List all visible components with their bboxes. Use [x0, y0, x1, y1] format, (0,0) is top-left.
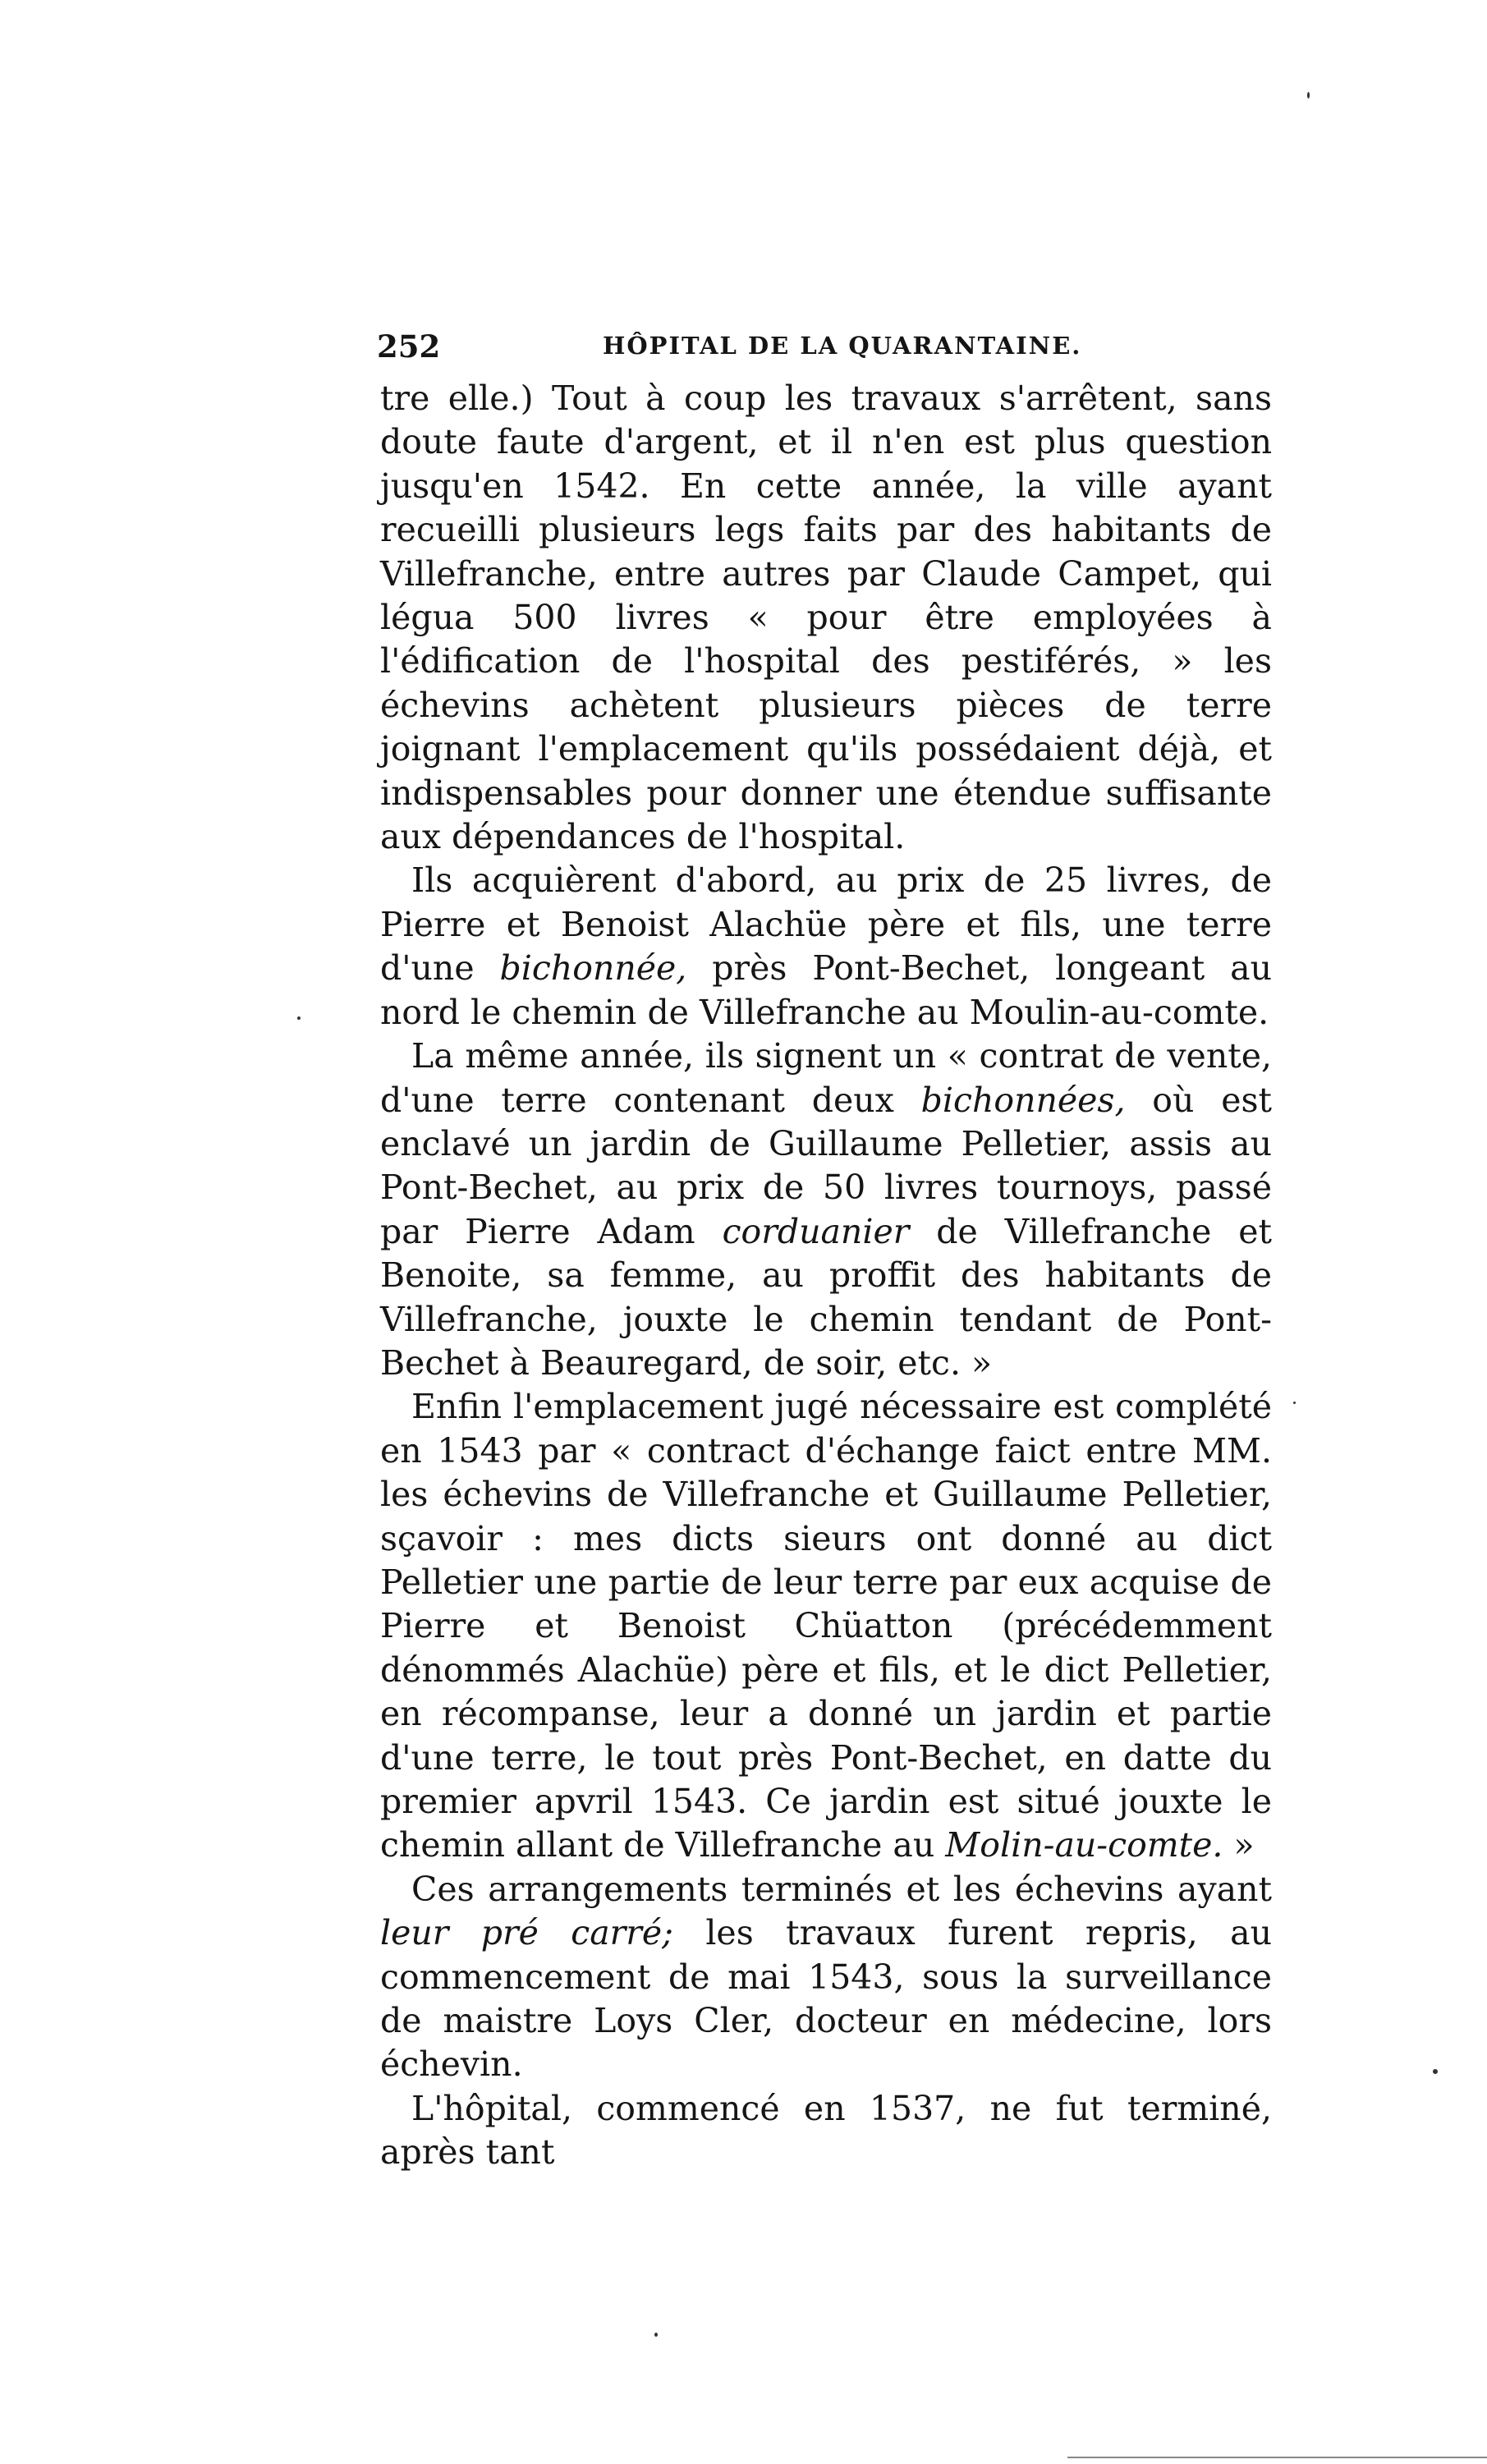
page-number: 252 — [377, 328, 441, 365]
paragraph-text: La même année, ils signent un « contrat de vente, d'une terre contenant deux — [380, 1036, 1272, 1120]
paragraph-text: les travaux furent repris, au commencement de mai 1543, sous la surveillance de maistre Loys Cler, docteur en médecine, lors échevin. — [380, 1913, 1272, 2085]
italic-text: Molin-au-comte. — [945, 1825, 1223, 1865]
paragraph-text: L'hôpital, commencé en 1537, ne fut terminé, après tant — [380, 2088, 1272, 2173]
paragraph — [380, 1385, 1272, 1867]
paragraph-text: Ils acquièrent d'abord, au prix de 25 livres, de Pierre et Benoist Alachüe père et fils, une terre d'une — [380, 860, 1272, 989]
paragraph-text: où est enclavé un jardin de Guillaume Pelletier, assis au Pont-Bechet, au prix de 50 livres tournoys, passé par Pierre Adam — [380, 1080, 1272, 1251]
paragraph-text: de Villefranche et Benoite, sa femme, au proffit des habitants de Villefranche, jouxte le chemin tendant de Pont-Bechet à Beauregard, de soir, etc. » — [380, 1211, 1272, 1383]
italic-text: corduanier — [722, 1211, 910, 1251]
page-header — [377, 328, 1280, 369]
scan-edge-line — [1067, 2457, 1487, 2458]
paragraph-text: Enfin l'emplacement jugé nécessaire est complété en 1543 par « contract d'échange faict entre MM. les échevins de Villefranche et Guillaume Pelletier, sçavoir : mes dicts sieurs ont donné au dict Pelletier une partie de leur terre par eux acquise de Pierre et Benoist Chüatton (précédemment dénommés Alachüe) père et fils, et le dict Pelletier, en récompanse, leur a donné un jardin et partie d'une terre, le tout près Pont-Bechet, en datte du premier apvril 1543. Ce jardin est situé jouxte le chemin allant de Villefranche au — [380, 1387, 1272, 1865]
paragraph — [380, 377, 1272, 859]
scan-speck — [1307, 92, 1310, 99]
italic-text: bichonnées, — [920, 1080, 1126, 1120]
running-title: HÔPITAL DE LA QUARANTAINE. — [603, 332, 1082, 360]
paragraph — [380, 2087, 1272, 2175]
scan-speck — [297, 1016, 301, 1020]
paragraph-text: Ces arrangements terminés et les échevins ayant — [411, 1869, 1272, 1909]
body-text — [380, 377, 1272, 2175]
italic-text: bichonnée, — [499, 948, 687, 989]
paragraph-text: près Pont-Bechet, longeant au nord le chemin de Villefranche au Moulin-au-comte. — [380, 948, 1272, 1032]
paragraph — [380, 859, 1272, 1035]
scan-speck — [1433, 2069, 1438, 2074]
paragraph-text: tre elle.) Tout à coup les travaux s'arrêtent, sans doute faute d'argent, et il n'en est plus question jusqu'en 1542. En cette année, la ville ayant recueilli plusieurs legs faits par des habitants de Villefranche, entre autres par Claude Campet, qui légua 500 livres « pour être employées à l'édification de l'hospital des pestiférés, » les échevins achètent plusieurs pièces de terre joignant l'emplacement qu'ils possédaient déjà, et indispensables pour donner une étendue suffisante aux dépendances de l'hospital. — [380, 379, 1272, 857]
paragraph — [380, 1035, 1272, 1385]
paragraph-text: » — [1223, 1825, 1255, 1865]
scan-speck — [654, 2333, 658, 2337]
italic-text: leur pré carré; — [380, 1913, 673, 1953]
paragraph — [380, 1868, 1272, 2087]
scan-speck — [1293, 1402, 1296, 1404]
